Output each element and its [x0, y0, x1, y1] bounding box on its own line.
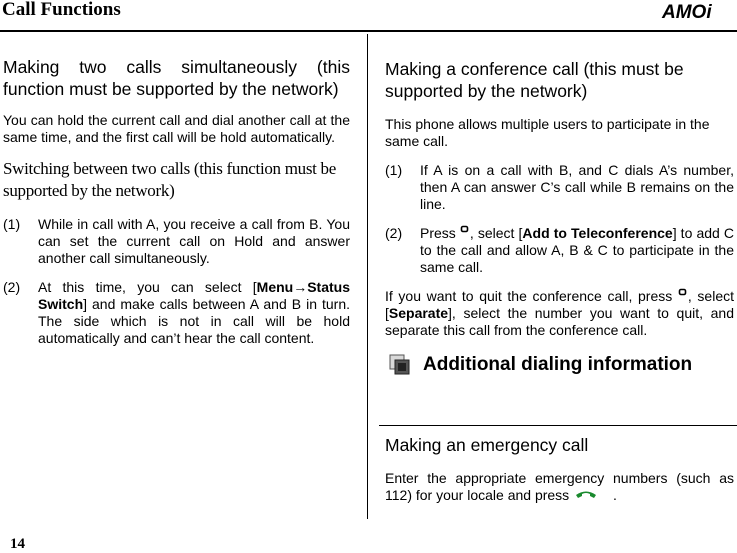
quit-conference-text — [385, 288, 734, 339]
item-text: While in call with A, you receive a call from B. You can set the current call on Hold and answer another call simultaneously. — [38, 216, 350, 266]
separate-option: Separate — [388, 305, 449, 321]
emergency-text-end: . — [612, 487, 617, 503]
item-number: (1) — [3, 216, 21, 232]
list-item — [3, 279, 350, 347]
page-title: Call Functions — [2, 0, 121, 20]
right-column — [385, 58, 734, 383]
emergency-section — [385, 434, 734, 516]
section-title-two-calls: Making two calls simultaneously (this function must be supported by the network) — [3, 57, 350, 99]
item-number: (1) — [385, 162, 403, 178]
item-text-pre: Press — [420, 225, 456, 241]
quit-text-mid: , select [ — [385, 288, 735, 321]
item-text-mid: , select [ — [469, 225, 523, 241]
section-marker-icon — [389, 354, 411, 376]
conference-intro: This phone allows multiple users to participate in the same call. — [385, 116, 710, 149]
amoi-logo — [660, 0, 726, 22]
list-item — [385, 162, 734, 213]
item-text-post: ] and make calls between A and B in turn. The side which is not in call will be hold automatically and can’t hear the call content. — [38, 296, 350, 346]
item-text-post: ] to add C to the call and allow A, B & C to participate in the same call. — [420, 225, 734, 275]
section-title-conference: Making a conference call (this must be supported by the network) — [385, 59, 684, 101]
emergency-heading: Making an emergency call — [385, 435, 589, 455]
emergency-text — [385, 470, 734, 504]
switching-calls-subheading: Switching between two calls (this function must be supported by the network) — [3, 159, 336, 200]
quit-text-post: ], select the number you want to quit, and separate this call from the conference call. — [385, 305, 734, 338]
options-key-icon — [460, 225, 470, 237]
two-calls-intro: You can hold the current call and dial another call at the same time, and the first call will be hold automatically. — [3, 112, 350, 145]
item-number: (2) — [385, 225, 403, 241]
item-text-pre: At this time, you can select [ — [38, 279, 257, 295]
item-text — [420, 225, 734, 276]
add-to-teleconference-option: Add to Teleconference — [522, 225, 673, 241]
call-key-icon — [573, 487, 599, 501]
column-divider — [367, 34, 368, 519]
list-item — [3, 216, 350, 267]
quit-text-pre: If you want to quit the conference call, press — [385, 288, 673, 304]
emergency-text-body: Enter the appropriate emergency numbers (such as 112) for your locale and press — [385, 470, 734, 503]
menu-path: Menu→Status Switch — [38, 279, 350, 312]
section-rule — [379, 425, 737, 426]
left-column — [3, 56, 350, 359]
options-key-icon — [678, 288, 688, 300]
item-text — [38, 279, 350, 347]
item-text: If A is on a call with B, and C dials A’s number, then A can answer C’s call while B remains on the line. — [420, 162, 734, 212]
logo-text: AMOi — [662, 2, 712, 22]
page-number: 14 — [10, 536, 25, 552]
additional-dialing-heading — [385, 351, 734, 379]
additional-dialing-title: Additional dialing information — [423, 354, 693, 375]
header-rule — [0, 30, 737, 32]
item-number: (2) — [3, 279, 21, 295]
list-item — [385, 225, 734, 276]
